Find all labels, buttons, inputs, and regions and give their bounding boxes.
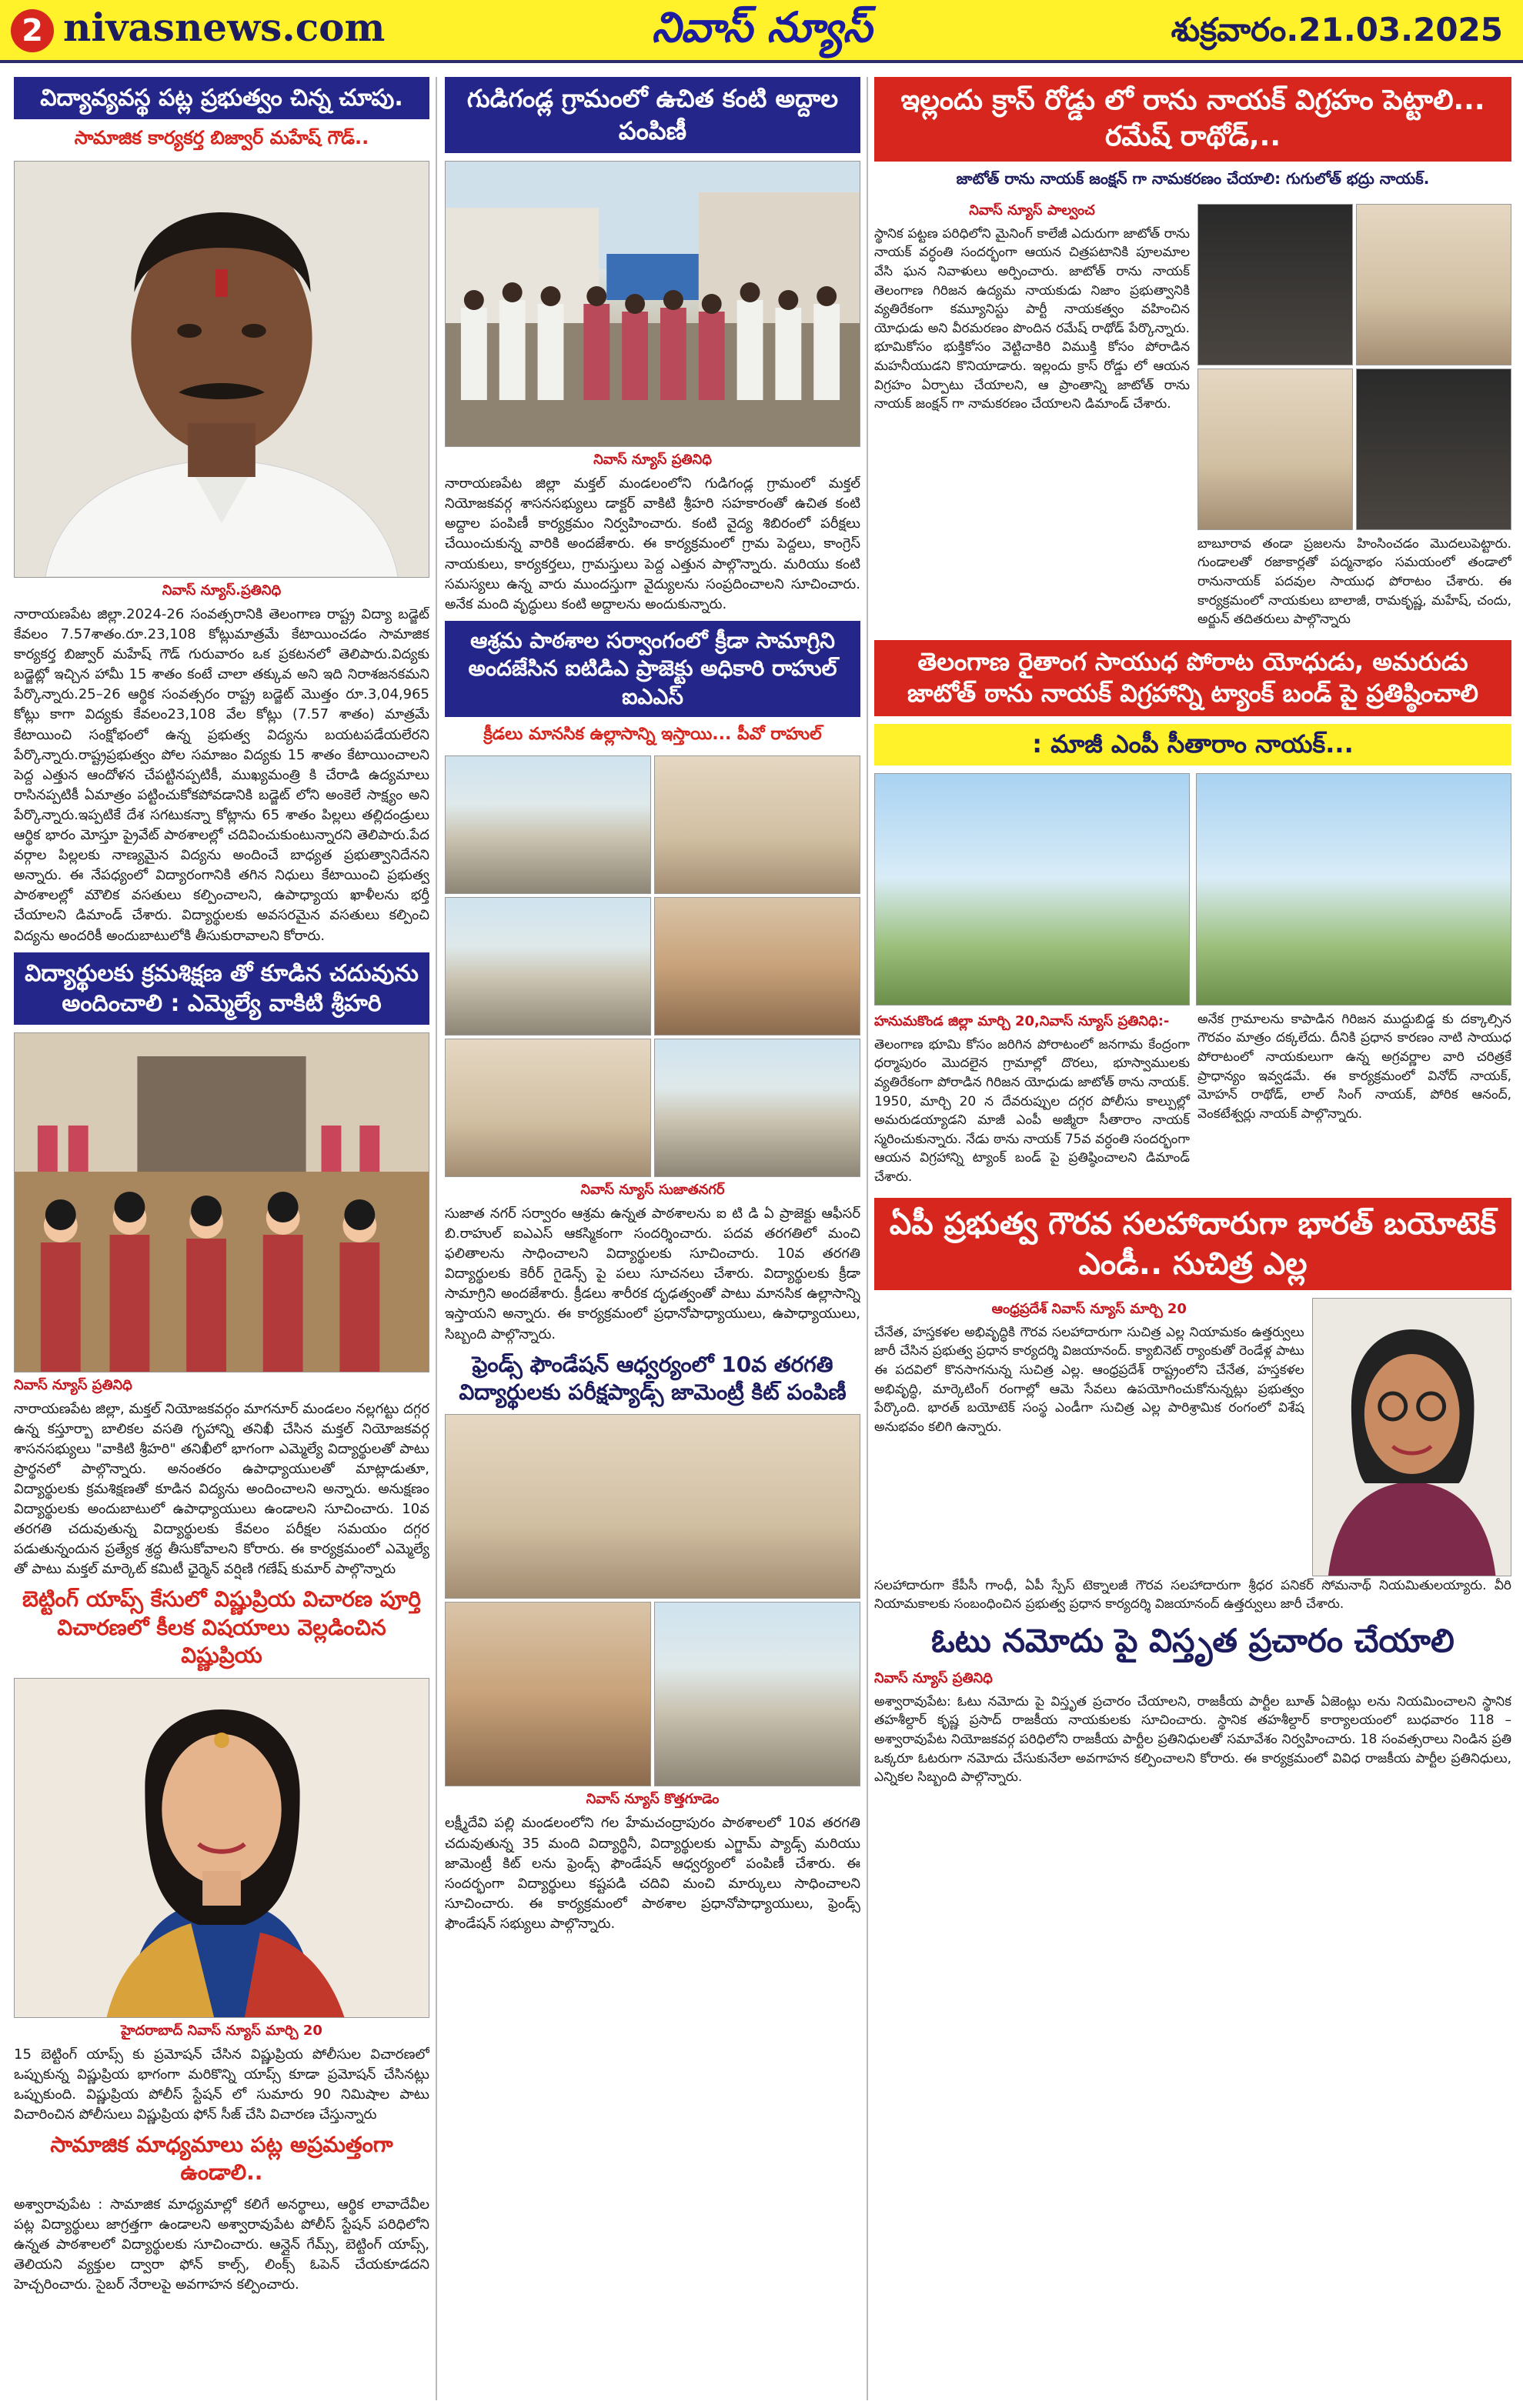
article-row	[874, 1298, 1511, 1576]
tribute-photo	[1356, 369, 1511, 530]
article-body: నారాయణపేట జిల్లా, మక్తల్ నియోజకవర్గం మాగనూర్ మండలం నల్లగట్టు దగ్గర ఉన్న కస్తూర్బా బాలికల వసతి గృహాన్ని తనిఖీ చేసిన మక్తల్ నియోజకవర్గ శాసనసభ్యులు "వాకిటి శ్రీహరి" తనిఖీలో భాగంగా ఎమ్మెల్యే విద్యార్థులతో పాటు ప్రార్థనలో పాల్గొన్నారు. అనంతరం ఉపాధ్యాయులతో మాట్లాడుతూ, విద్యార్థులకు క్రమశిక్షణతో కూడిన విద్యను అందించాలని అన్నారు. అనుక్షణం విద్యార్థులకు అందుబాటులో ఉపాధ్యాయులు ఉండాలని సూచించారు. 10వ తరగతి చదువుతున్న విద్యార్థులకు కేవలం పరీక్షల సమయం దగ్గర పడుతున్నందున ప్రత్యేక శ్రద్ధ తీసుకోవాలని కోరారు. ఈ కార్యక్రమంలో ఎమ్మెల్యే తో పాటు మక్తల్ మార్కెట్ కమిటీ ఛైర్మెన్ వర్షిణి గణేష్ కుమార్ పాల్గొన్నారు	[14, 1400, 429, 1578]
article-headline: ఏపీ ప్రభుత్వ గౌరవ సలహాదారుగా భారత్ బయోటెక్ ఎండీ.. సుచిత్ర ఎల్ల	[874, 1198, 1511, 1290]
article-credit: నివాస్ న్యూస్ ప్రతినిధి	[593, 452, 712, 469]
article-text	[874, 1010, 1190, 1193]
article-headline: ఆశ్రమ పాఠశాల సర్వాంగంలో క్రీడా సామాగ్రిని అందజేసిన ఐటిడిఎ ప్రాజెక్టు అధికారి రాహుల్ ఐఎఎస్	[445, 621, 860, 717]
paper-name: నివాస్ న్యూస్	[651, 3, 873, 52]
article-credit: హనుమకొండ జిల్లా మార్చి 20,నివాస్ న్యూస్ ప్రతినిధి:-	[874, 1012, 1170, 1029]
article-body-continued: అనేక గ్రామాలను కాపాడిన గిరిజన ముద్దుబిడ్డ కు దక్కాల్సిన గౌరవం మాత్రం దక్కలేదు. దీనికి ప్రధాన కారణం నాటి సాయుధ పోరాటంలో నాయకులుగా ఉన్న అగ్రవర్ణాల వారి చరిత్రకే ప్రాధాన్యం ఇవ్వడమే. ఈ కార్యక్రమంలో వినోద్ నాయక్, మోహన్ రాథోడ్, లాల్ సింగ్ నాయక్, పోరిక ఆనంద్, వెంకటేశ్వర్లు నాయక్ పాల్గొన్నారు.	[1197, 1011, 1511, 1122]
article-media	[1197, 199, 1511, 635]
article-headline: విద్యార్థులకు క్రమశిక్షణ తో కూడిన చదువును అందించాలి : ఎమ్మెల్యే వాకిటి శ్రీహరి	[14, 952, 429, 1025]
tribute-photo	[1197, 369, 1353, 530]
article-credit: నివాస్ న్యూస్ పాల్వంచ	[969, 202, 1095, 218]
sports-photo-grid	[445, 755, 860, 1177]
article-headline: విద్యావ్యవస్థ పట్ల ప్రభుత్వం చిన్న చూపు.	[14, 77, 429, 119]
article-headline: ఫ్రెండ్స్ ఫౌండేషన్ ఆధ్వర్యంలో 10వ తరగతి విద్యార్థులకు పరీక్షప్యాడ్స్ జామెంట్రీ కిట్ పంపిణీ	[459, 1351, 847, 1406]
leaders-photo	[874, 773, 1190, 1006]
article-body: నారాయణపేట జిల్లా మక్తల్ మండలంలోని గుడిగండ్ల గ్రామంలో మక్తల్ నియోజకవర్గ శాసనసభ్యులు డాక్టర్ వాకిటి శ్రీహరి సహకారంతో ఉచిత కంటి అద్దాల పంపిణీ కార్యక్రమం నిర్వహించారు. కంటి వైద్య శిబిరంలో పరీక్షలు చేయించుకున్న వారికి అందజేశారు. ఈ కార్యక్రమంలో గ్రామ పెద్దలు, కాంగ్రెస్ నాయకులు, కార్యకర్తలు, గ్రామస్తులు పెద్ద ఎత్తున పాల్గొన్నారు. మరియు కంటి సమస్యలు ఉన్న వారు ముందస్తుగా వైద్యులను సంప్రదించాలని సూచించారు. అనేక మంది వృద్ధులు కంటి అద్దాలను అందుకున్నారు.	[445, 475, 860, 612]
site-name: nivasnews.com	[63, 5, 386, 50]
article-credit: నివాస్ న్యూస్ కొత్తగూడెం	[586, 1791, 720, 1808]
article-credit: నివాస్ న్యూస్ ప్రతినిధి	[874, 1669, 993, 1686]
article-subheadline: సామాజిక కార్యకర్త బిజ్వార్ మహేష్ గౌడ్..	[74, 127, 369, 148]
foundation-photo	[445, 1602, 651, 1786]
article-subheadline: క్రీడలు మానసిక ఉల్లాసాన్ని ఇస్తాయి... పీవో రాహుల్	[483, 725, 822, 745]
article-subheadline: : మాజీ ఎంపీ సీతారాం నాయక్...	[874, 724, 1511, 765]
issue-date: శుక్రవారం.21.03.2025	[1171, 11, 1503, 48]
article-headline: గుడిగండ్ల గ్రామంలో ఉచిత కంటి అద్దాల పంపిణీ	[445, 77, 860, 153]
actress-photo	[14, 1678, 429, 2018]
article-body: అశ్వారావుపేట: ఓటు నమోదు పై విస్తృత ప్రచారం చేయాలని, రాజకీయ పార్టీల బూత్ ఏజెంట్లు లను నియమించాలని స్థానిక తహశీల్దార్ కృష్ణ ప్రసాద్ రాజకీయ నాయకులకు సూచించారు. స్థానిక తహశీల్దార్ కార్యాలయంలో బుధవారం 118 – అశ్వారావుపేట నియోజకవర్గ పరిధిలోని రాజకీయ పార్టీల ప్రతినిధులతో సమావేశం నిర్వహించారు. 18 సంవత్సరాలు నిండిన ప్రతి ఒక్కరూ ఓటరుగా నమోదు చేసుకునేలా అవగాహన కల్పించాలని కోరారు. ఈ కార్యక్రమంలో వివిధ రాజకీయ పార్టీల ప్రతినిధులు, ఎన్నికల సిబ్బంది పాల్గొన్నారు.	[874, 1693, 1511, 1786]
article-headline: సామాజిక మాధ్యమాలు పట్ల అప్రమత్తంగా ఉండాలి..	[50, 2131, 393, 2186]
article-credit: ఆంధ్రప్రదేశ్ నివాస్ న్యూస్ మార్చి 20	[991, 1300, 1187, 1317]
tribute-photo	[1356, 204, 1511, 365]
article-body: నారాయణపేట జిల్లా.2024-26 సంవత్సరానికి తెలంగాణ రాష్ట్ర విద్యా బడ్జెట్ కేవలం 7.57శాతం.రూ.23,108 కోట్లుమాత్రమే కేటాయించడం సామాజిక కార్యకర్త బిజ్వార్ మహేష్ గౌడ్ గురువారం ఒక ప్రకటనలో తెలిపారు.విద్యకు బడ్జెట్లో ఇచ్చిన హామీ 15 శాతం కంటే చాలా తక్కువ అని ఇది నిరాశజనకమని పేర్కొన్నారు.25–26 ఆర్థిక సంవత్సరం రాష్ట్ర బడ్జెట్ మొత్తం రూ.3,04,965 కోట్లు కాగా విద్యకు కేవలం23,108 వేల కోట్లు (7.57 శాతం) మాత్రమే కేటాయించి సంక్షోభంలో ఉన్న ప్రభుత్వ విద్యను బయటపడేయలేరని పేర్కొన్నారు.రాష్ట్రప్రభుత్వం పోల సమాజం విద్యకు 15 శాతం కేటాయించాలని పెద్ద ఎత్తున ఆందోళన చేపట్టినప్పటికీ, ముఖ్యమంత్రి కి చేరాడి ఉద్యమాలు రాసినప్పటికీ ఏమాత్రం పట్టించుకోకపోవడానికి బడ్జెట్ లోని అంకెలే సాక్ష్యం అని పేర్కొన్నారు.ఇప్పటికే దేశ సగటుకన్నా కోట్లాను 65 శాతం పిల్లలు తల్లిదండ్రులు ఆర్థిక భారం మోస్తూ ప్రైవేట్ పాఠశాలల్లో చదివించుకుంటున్నారని తెలిపారు.పేద వర్గాల పిల్లలకు నాణ్యమైన విద్యను అందించే బాధ్యత ప్రభుత్వానిదేనని అన్నారు. ఈ నేపధ్యంలో విద్యారంగానికి తగిన నిధులు కేటాయించి ప్రభుత్వ పాఠశాలల్లో మౌలిక వసతులు కల్పించాలని, ఉపాధ్యాయ ఖాళీలను భర్తీ చేయాలని డిమాండ్ చేశారు. విద్యార్థులకు అవసరమైన వసతులు కల్పించి విద్యను అందరికీ అందుబాటులోకి తీసుకురావాలని కోరారు.	[14, 606, 429, 944]
sports-photo	[654, 755, 860, 894]
masthead	[0, 0, 1523, 63]
article-body: లక్ష్మీదేవి పల్లి మండలంలోని గల హేమచంద్రాపురం పాఠశాలలో 10వ తరగతి చదువుతున్న 35 మంది విద్యార్థినీ, విద్యార్థులకు ఎగ్జామ్ ప్యాడ్స్ మరియు జామెంట్రీ కిట్ లను ఫ్రెండ్స్ ఫౌండేషన్ ఆధ్వర్యంలో పంపిణీ చేశారు. ఈ సందర్భంగా విద్యార్థులు కష్టపడి చదివి మంచి మార్కులు సాధించాలని సూచించారు. ఈ కార్యక్రమంలో పాఠశాల ప్రధానోపాధ్యాయులు, ఫ్రెండ్స్ ఫౌండేషన్ సభ్యులు పాల్గొన్నారు.	[445, 1815, 860, 1932]
sports-photo	[654, 897, 860, 1036]
article-text	[874, 199, 1190, 635]
eye-camp-photo	[445, 161, 860, 447]
article-body-continued: బాబూరావ తండా ప్రజలను హింసించడం మొదలుపెట్టారు. గుండాలతో రజాకార్లతో పద్మనాభం సమయంలో తండాలో రానునాయక్ పదవుల సాయుధ పోరాటం చేశారు. ఈ కార్యక్రమంలో నాయకులు బాలాజీ, రామకృష్ణ, మహేష్, చందు, అర్జున్ తదితరులు పాల్గొన్నారు	[1197, 535, 1511, 628]
statue-photo-row	[874, 773, 1511, 1006]
suchitra-ella-photo	[1312, 1298, 1511, 1576]
article-body: సుజాత నగర్ సర్వారం ఆశ్రమ ఉన్నత పాఠశాలను ఐ టి డి ఏ ప్రాజెక్టు ఆఫీసర్ బి.రాహుల్ ఐఎఎస్ ఆకస్మికంగా సందర్శించారు. పదవ తరగతిలో మంచి ఫలితాలను సాధించాలని విద్యార్థులకు సూచించారు. 10వ తరగతి విద్యార్థులకు కెరీర్ గైడెన్స్ పై పలు సూచనలు చేశారు. విద్యార్థులకు క్రీడా సామాగ్రిని అందజేశారు. క్రీడలు శారీరక దృఢత్వంతో పాటు మానసిక ఉల్లాసాన్ని ఇస్తాయని అన్నారు. ఈ కార్యక్రమంలో ప్రధానోపాధ్యాయులు, ఉపాధ్యాయులు, సిబ్బంది పాల్గొన్నారు.	[445, 1206, 860, 1342]
article-body-continued: సలహాదారుగా కేపీసీ గాంధీ, ఏపీ స్పేస్ టెక్నాలజీ గౌరవ సలహాదారుగా శ్రీధర పనికర్ సోమనాథ్ నియమితులయ్యారు. వీరి నియామకాలకు సంబంధించిన ప్రభుత్వ ప్రధాన కార్యదర్శి విజయానంద్ ఉత్తర్వులు జారీ చేశారు.	[874, 1577, 1511, 1613]
article-row	[874, 199, 1511, 635]
page-number: 2	[11, 9, 54, 52]
sports-photo	[654, 1039, 860, 1177]
foundation-photo	[654, 1602, 860, 1786]
portrait-photo	[14, 161, 429, 578]
article-body: స్థానిక పట్టణ పరిధిలోని మైనింగ్ కాలేజీ ఎదురుగా జాటోత్ రాను నాయక్ వర్ధంతి సందర్భంగా ఆయన చిత్రపటానికి పూలమాల వేసి ఘన నివాళులు అర్పించారు. జాటోత్ రాను నాయక్ తెలంగాణ గిరిజన ఉద్యమ నాయకుడు నిజాం ప్రభుత్వానికి వ్యతిరేకంగా కమ్యూనిస్టు పార్టీ నాయకత్వం వహించిన యోధుడు అని వీరమరణం పొందిన రమేష్ రాథోడ్ పేర్కొన్నారు. భూమికోసం భుక్తికోసం వెట్టిచాకిరి విముక్తి కోసం పోరాడిన మహనీయుడని కొనియాడారు. ఇల్లందు క్రాస్ రోడ్డు లో ఆయన విగ్రహం ఏర్పాటు చేయాలని, ఆ ప్రాంతాన్ని జాటోత్ రాను నాయక్ జంక్షన్ గా నామకరణం చేయాలని డిమాండ్ చేశారు.	[874, 225, 1190, 412]
article-row	[874, 1010, 1511, 1193]
foundation-photo-grid	[445, 1414, 860, 1786]
sports-photo	[445, 755, 651, 894]
photo-credit: నివాస్ న్యూస్.ప్రతినిధి	[162, 582, 282, 599]
article-headline: తెలంగాణ రైతాంగ సాయుధ పోరాట యోధుడు, అమరుడు జాటోత్ ఠాను నాయక్ విగ్రహాన్ని ట్యాంక్ బండ్ పై ప్రతిష్ఠించాలి	[874, 640, 1511, 716]
tribute-photo-grid	[1197, 204, 1511, 530]
article-credit: నివాస్ న్యూస్ ప్రతినిధి	[14, 1376, 132, 1393]
statue-photo	[1196, 773, 1511, 1006]
column-left	[14, 77, 429, 2301]
article-headline: ఇల్లందు క్రాస్ రోడ్డు లో రాను నాయక్ విగ్రహం పెట్టాలి... రమేష్ రాథోడ్,..	[874, 77, 1511, 162]
column-middle	[445, 77, 860, 1940]
sports-photo	[445, 897, 651, 1036]
article-body: అశ్వారావుపేట : సామాజిక మాధ్యమాల్లో కలిగే అనర్థాలు, ఆర్థిక లావాదేవీల పట్ల విద్యార్థులు జాగ్రత్తగా ఉండాలని అశ్వారావుపేట పోలీస్ స్టేషన్ పరిధిలోని ఉన్నత పాఠశాలలో విద్యార్థులకు సూచించారు. ఆన్లైన్ గేమ్స్, బెట్టింగ్ యాప్స్, తెలియని వ్యక్తుల ద్వారా ఫోన్ కాల్స్, లింక్స్ ఓపెన్ చేయకూడదని హెచ్చరించారు. సైబర్ నేరాలపై అవగాహన కల్పించారు.	[14, 2196, 429, 2293]
article-text	[874, 1298, 1304, 1576]
column-divider	[867, 77, 868, 2400]
foundation-photo	[445, 1414, 860, 1599]
article-body: తెలంగాణ భూమి కోసం జరిగిన పోరాటంలో జనగామ కేంద్రంగా ధర్మాపురం మొదలైన గ్రామాల్లో దొరలు, భూస్వాములకు వ్యతిరేకంగా పోరాడిన గిరిజన యోధుడు జాటోత్ ఠాను నాయక్. 1950, మార్చి 20 న దేవరుప్పుల దగ్గర పోలీసు కాల్పుల్లో అమరుడయ్యాడని మాజీ ఎంపీ అజ్మీరా సీతారాం నాయక్ స్మరించుకున్నారు. నేడు ఠాను నాయక్ 75వ వర్ధంతి సందర్భంగా ఆయన విగ్రహాన్ని ట్యాంక్ బండ్ పై ప్రతిష్ఠించాలని డిమాండ్ చేశారు.	[874, 1036, 1190, 1186]
school-visit-photo	[14, 1032, 429, 1372]
article-subheadline: జాటోత్ రాను నాయక్ జంక్షన్ గా నామకరణం చేయాలి: గుగులోత్ భద్రు నాయక్.	[956, 168, 1430, 188]
article-headline: ఓటు నమోదు పై విస్తృత ప్రచారం చేయాలి	[931, 1621, 1455, 1659]
column-divider	[436, 77, 437, 2400]
tribute-photo	[1197, 204, 1353, 365]
article-credit: హైదరాబాద్ నివాస్ న్యూస్ మార్చి 20	[121, 2022, 322, 2039]
article-headline: బెట్టింగ్ యాప్స్ కేసులో విష్ణుప్రియ విచారణ పూర్తి విచారణలో కీలక విషయాలు వెల్లడించిన విష్ణుప్రియ	[22, 1586, 422, 1669]
article-credit: నివాస్ న్యూస్ సుజాతనగర్	[580, 1182, 725, 1199]
sports-photo	[445, 1039, 651, 1177]
article-body: చేనేత, హస్తకళల అభివృద్ధికి గౌరవ సలహాదారుగా సుచిత్ర ఎల్ల నియామకం ఉత్తర్వులు జారీ చేసిన ప్రభుత్వ ప్రధాన కార్యదర్శి విజయానంద్. క్యాబినెట్ ర్యాంకుతో రెండేళ్ల పాటు ఈ పదవిలో కొనసాగనున్న సుచిత్ర ఎల్ల. ఆంధ్రప్రదేశ్ రాష్ట్రంలోని చేనేత, హస్తకళల అభివృద్ధి, మార్కెటింగ్ రంగాల్లో ఆమె సేవలు ఉపయోగించుకోనున్నట్లు ప్రభుత్వం పేర్కొంది. భారత్ బయోటెక్ సంస్థ ఎండీగా సుచిత్ర ఎల్ల పారిశ్రామిక రంగంలో విశేష అనుభవం కలిగి ఉన్నారు.	[874, 1324, 1304, 1435]
article-text	[1197, 1010, 1511, 1193]
column-right	[874, 77, 1511, 1793]
article-body: 15 బెట్టింగ్ యాప్స్ కు ప్రమోషన్ చేసిన విష్ణుప్రియ పోలీసుల విచారణలో ఒప్పుకున్న విష్ణుప్రియ భాగంగా మరికొన్ని యాప్స్ కూడా ప్రమోషన్ చేసినట్లు ఒప్పుకుంది. విష్ణుప్రియ పోలీస్ స్టేషన్ లో సుమారు 90 నిమిషాల పాటు విచారించిన పోలీసులు విష్ణుప్రియ ఫోన్ సీజ్ చేసి విచారణ చేస్తున్నారు	[14, 2046, 429, 2123]
